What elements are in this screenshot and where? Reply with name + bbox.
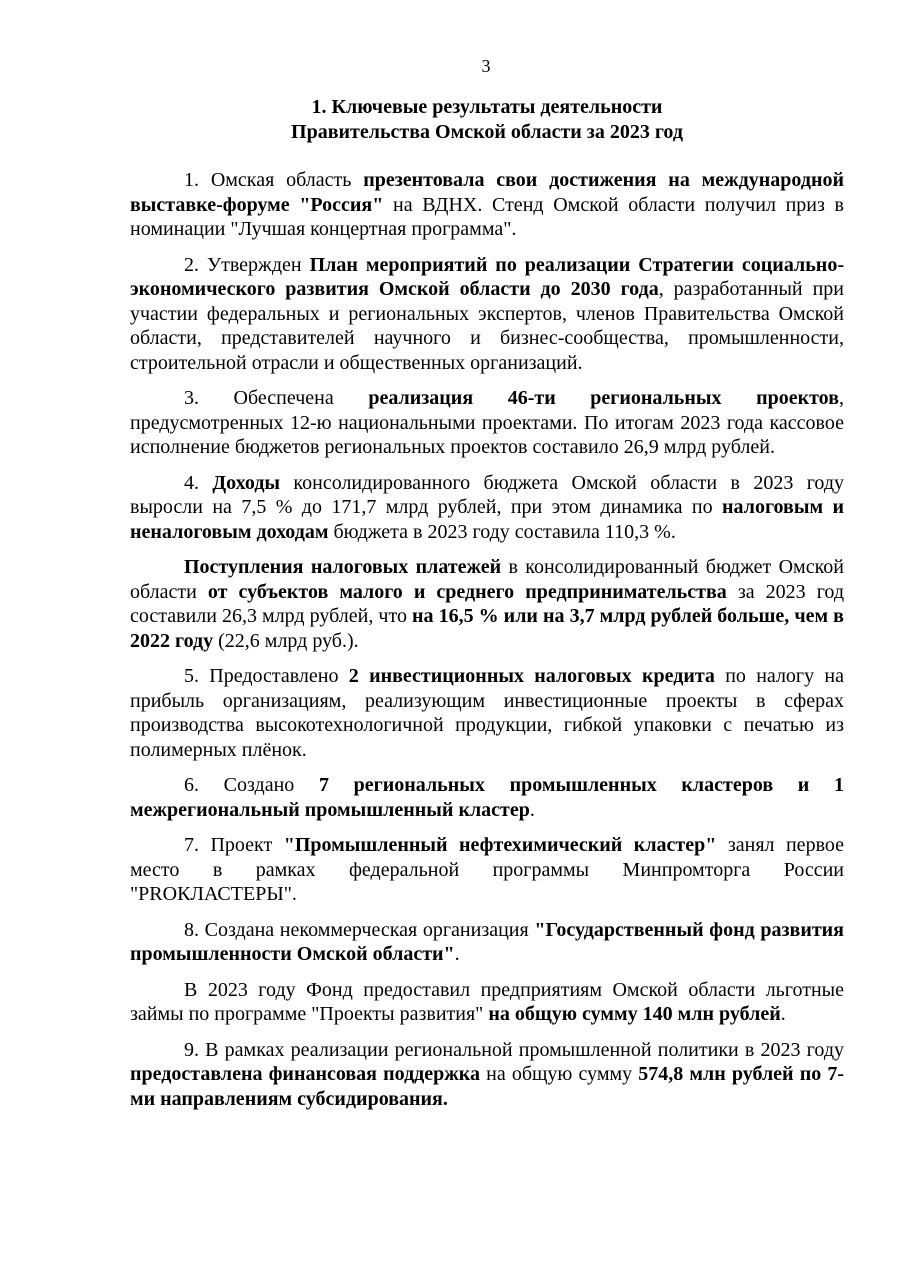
paragraph-text: 9. В рамках реализации региональной промышленной политики в 2023 году [184, 1038, 844, 1061]
paragraph-text: 6. Создано [184, 774, 319, 796]
paragraph-text: 3. Обеспечена [184, 387, 369, 409]
paragraph-11 [130, 1038, 844, 1112]
paragraph-text: за 2023 год составили 26,3 млрд рублей, что [130, 580, 844, 627]
paragraph-2 [130, 253, 844, 376]
paragraph-text: консолидированного бюджета Омской области в 2023 году выросли на 7,5 % до 171,7 млрд рублей, при этом динамика по [130, 471, 845, 518]
bold-text: 2 инвестиционных налоговых кредита [348, 665, 715, 687]
paragraph-6 [130, 664, 844, 762]
paragraph-10 [130, 978, 844, 1027]
section-title-line-1: 1. Ключевые результаты деятельности [311, 96, 663, 118]
bold-text: на 16,5 % или на 3,7 млрд рублей больше, чем в 2022 году [130, 605, 844, 652]
bold-text: План мероприятий по реализации Стратегии социально-экономического развития Омской области до 2030 года [130, 253, 844, 300]
paragraph-text: , предусмотренных 12-ю национальными проектами. По итогам 2023 года кассовое исполнение бюджетов региональных проектов составило 26,9 млрд рублей. [130, 387, 844, 458]
paragraph-text: занял первое место в рамках федеральной программы Минпромторга России "PROКЛАСТЕРЫ". [130, 834, 844, 905]
paragraph-text: в консолидированный бюджет Омской области [130, 556, 844, 603]
paragraph-text: 5. Предоставлено [184, 665, 349, 687]
paragraph-3 [130, 386, 844, 460]
paragraph-text: бюджета в 2023 году составила 110,3 %. [328, 520, 676, 543]
paragraph-text: . [529, 798, 535, 821]
paragraph-text: 2. Утвержден [184, 253, 310, 276]
bold-text: Поступления налоговых платежей [184, 556, 502, 578]
bold-text: 574,8 млн рублей по 7-ми направлениям субсидирования. [130, 1063, 844, 1110]
paragraph-8 [130, 833, 844, 907]
paragraph-9 [130, 918, 844, 967]
paragraph-4 [130, 471, 844, 545]
paragraph-text: 1. Омская область [184, 169, 364, 191]
section-title [130, 95, 844, 144]
paragraph-text: по налогу на прибыль организациям, реализующим инвестиционные проекты в сферах производства высокотехнологичной продукции, гибкой упаковки с печатью из полимерных плёнок. [130, 665, 844, 761]
bold-text: Доходы [212, 471, 281, 494]
bold-text: на общую сумму 140 млн рублей [488, 1003, 781, 1025]
bold-text: налоговым и неналоговым доходам [130, 496, 845, 543]
page-number: 3 [481, 56, 491, 76]
paragraph-1 [130, 168, 844, 242]
paragraph-text: . [454, 943, 460, 965]
bold-text: 7 региональных промышленных кластеров и 1 межрегиональный промышленный кластер [130, 774, 844, 821]
document-body [130, 168, 844, 1122]
bold-text: "Промышленный нефтехимический кластер" [283, 834, 717, 856]
section-title-line-2: Правительства Омской области за 2023 год [291, 120, 683, 143]
paragraph-text: (22,6 млрд руб.). [213, 629, 359, 652]
paragraph-5 [130, 555, 844, 653]
paragraph-7 [130, 773, 844, 822]
bold-text: реализация 46-ти региональных проектов [368, 387, 839, 409]
bold-text: предоставлена финансовая поддержка [130, 1063, 481, 1085]
bold-text: "Государственный фонд развития промышленности Омской области" [130, 918, 845, 965]
paragraph-text: . [780, 1003, 786, 1025]
paragraph-text: на ВДНХ. Стенд Омской области получил приз в номинации "Лучшая концертная программа". [130, 193, 844, 240]
paragraph-text: 7. Проект [184, 834, 284, 856]
paragraph-text: на общую сумму [480, 1063, 639, 1085]
paragraph-text: 4. [184, 471, 213, 494]
paragraph-text: В 2023 году Фонд предоставил предприятиям Омской области льготные займы по программе "Проекты развития" [130, 978, 844, 1025]
paragraph-text: , разработанный при участии федеральных и региональных экспертов, членов Правительства Омской области, представителей научного и бизнес-сообщества, промышленности, строительной отрасли и общественных организаций. [130, 278, 844, 374]
bold-text: презентовала свои достижения на международной выставке-форуме "Россия" [130, 169, 844, 216]
bold-text: от субъектов малого и среднего предпринимательства [207, 580, 727, 603]
paragraph-text: 8. Создана некоммерческая организация [184, 918, 535, 941]
